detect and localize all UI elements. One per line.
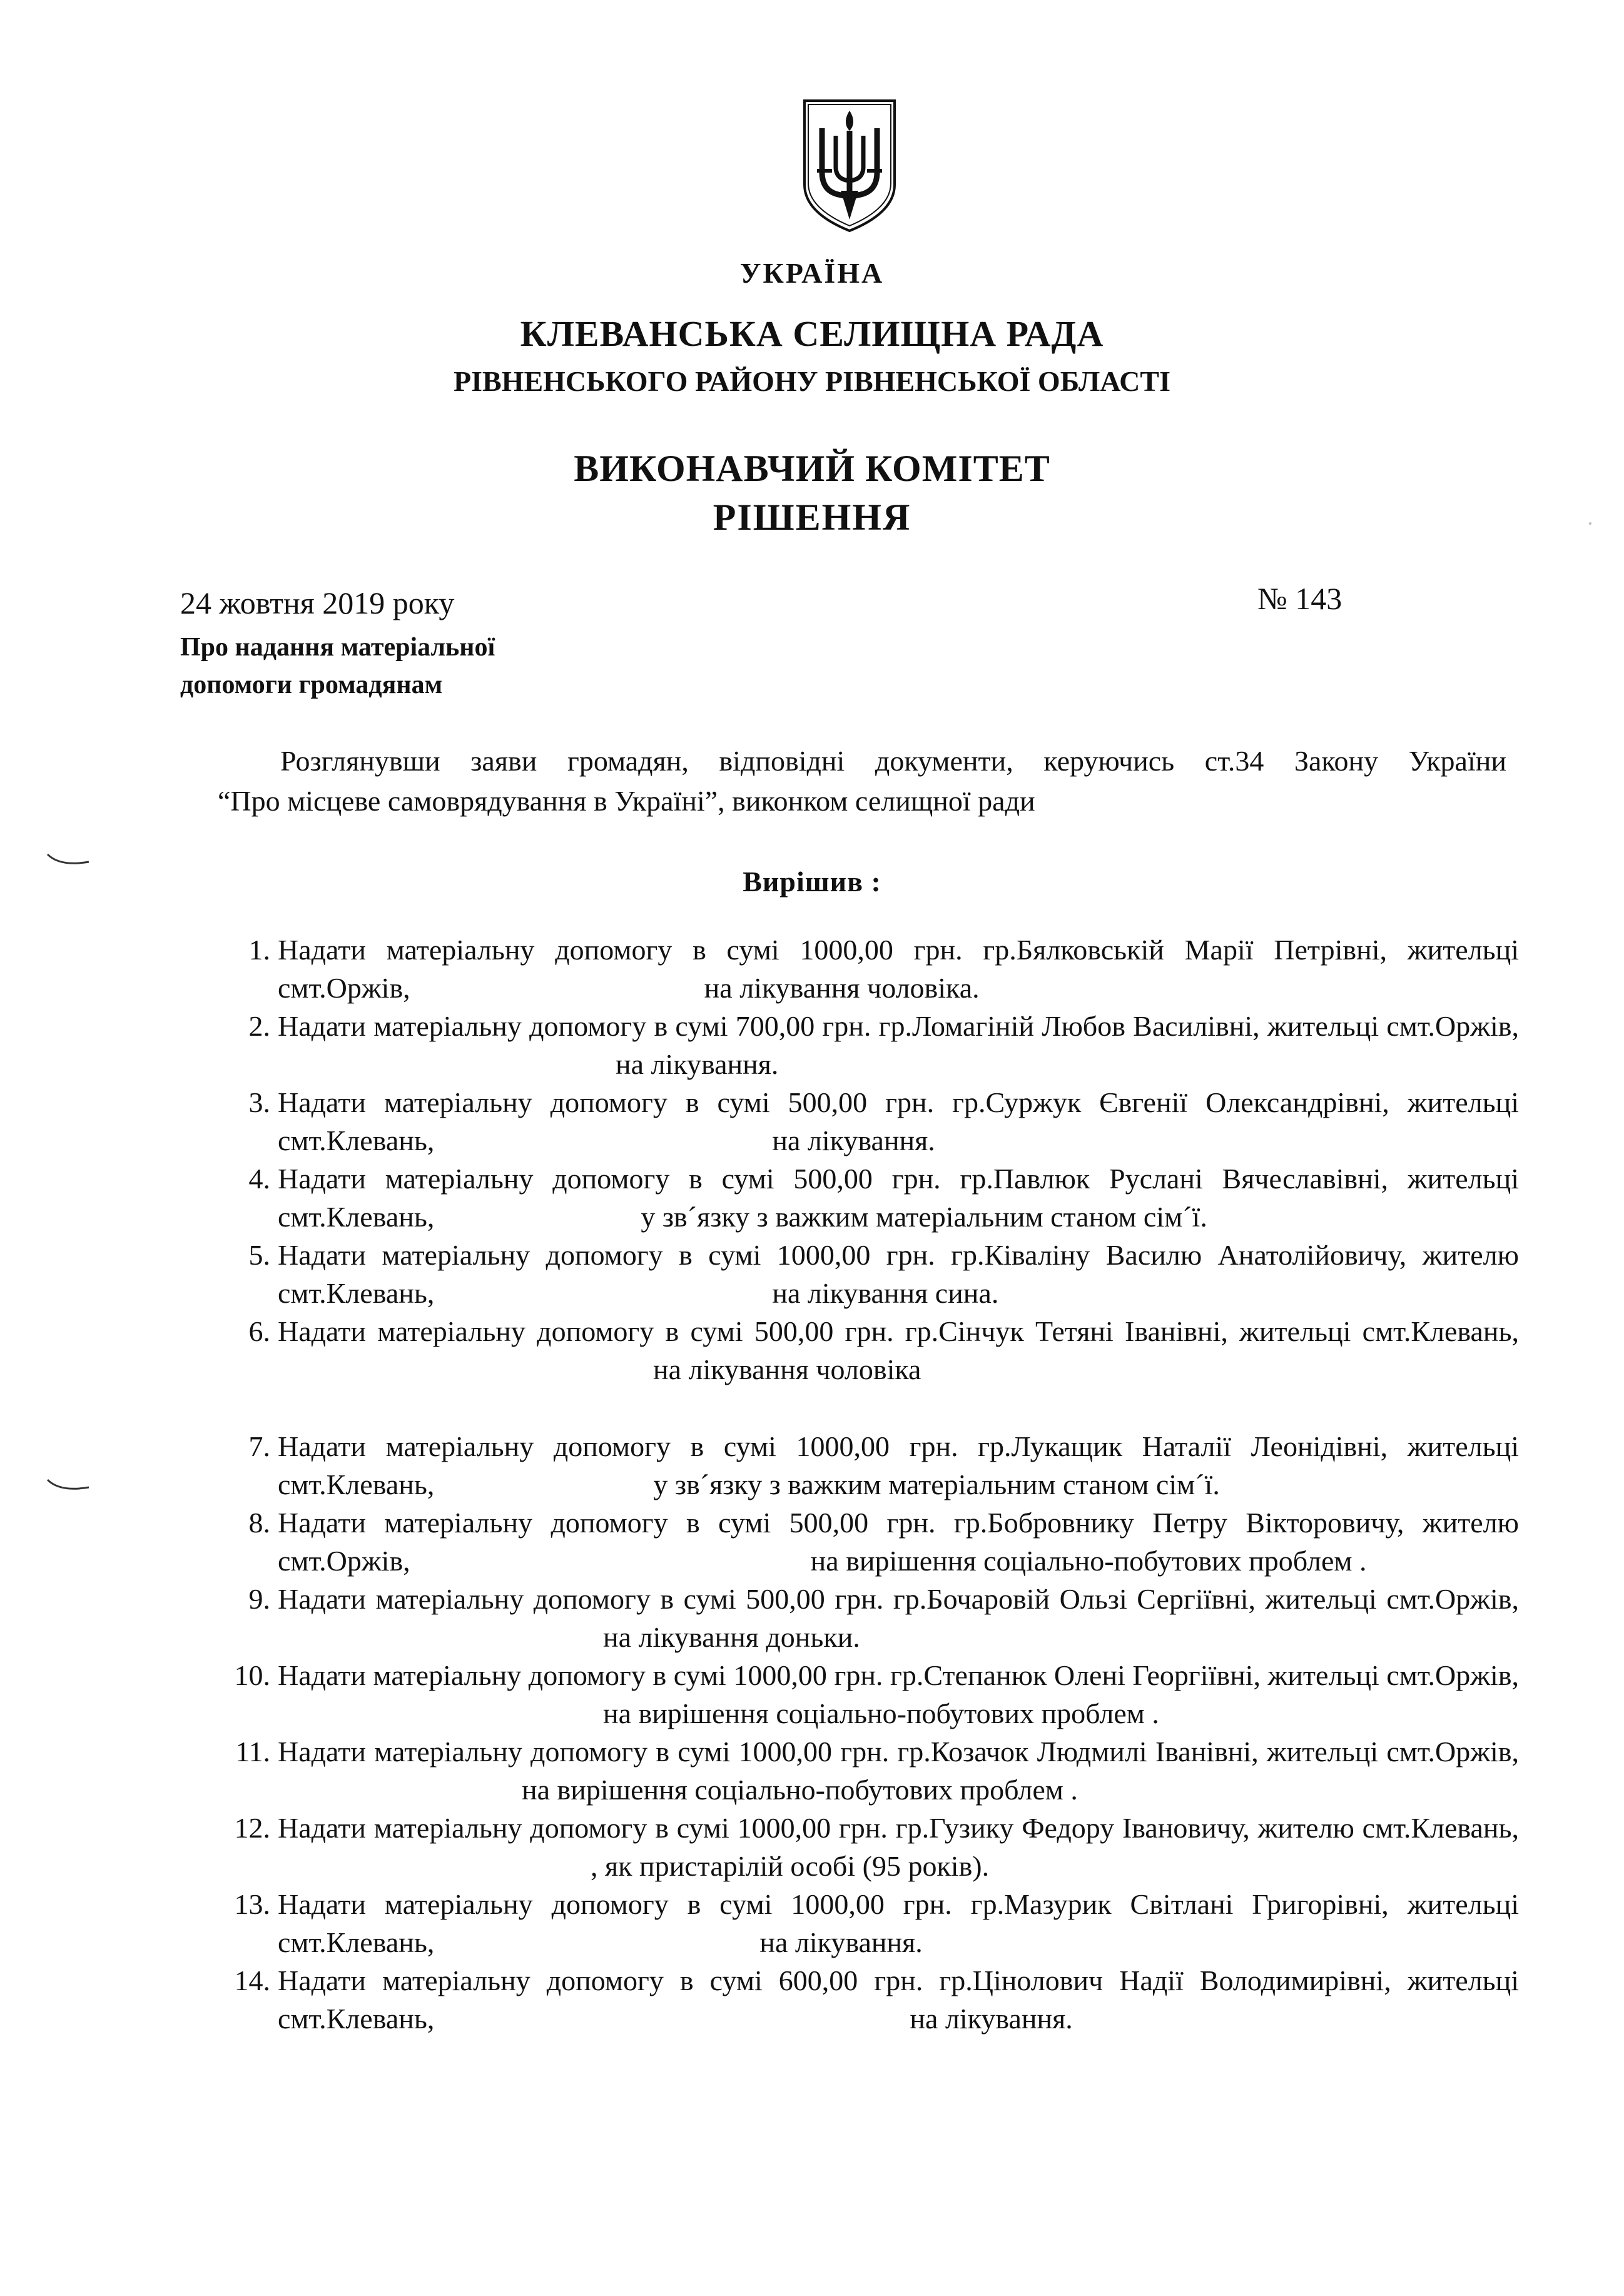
punch-hole-mark [45, 851, 95, 869]
list-item [218, 1961, 1519, 2038]
decision-items-list [218, 931, 1519, 2038]
list-item [218, 1656, 1519, 1732]
item-number: 14. [234, 1965, 270, 1996]
list-item [218, 1007, 1519, 1083]
item-purpose: на вирішення соціально-побутових проблем . [603, 1697, 1159, 1729]
list-item [218, 1236, 1519, 1312]
item-purpose: у зв´язку з важким матеріальним станом сім´ї. [653, 1469, 1220, 1500]
item-text: Надати матеріальну допомогу в сумі 600,00 грн. гр.Цінолович Надії Володимирівні, жительці смт.Клевань, [278, 1965, 1519, 2035]
list-item [218, 1160, 1519, 1236]
item-text: Надати матеріальну допомогу в сумі 500,00 грн. гр.Павлюк Руслані Вячеславівні, жительці смт.Клевань, [278, 1163, 1519, 1233]
preamble-line: Розглянувши заяви громадян, відповідні документи, керуючись ст.34 Закону України [280, 745, 1506, 777]
item-text: Надати матеріальну допомогу в сумі 1000,00 грн. гр.Мазурик Світлані Григорівні, жительці смт.Клевань, [278, 1888, 1519, 1958]
item-number: 13. [234, 1888, 270, 1920]
scan-speck [1589, 522, 1591, 525]
subject-line: Про надання матеріальної [180, 633, 495, 662]
list-item [218, 1580, 1519, 1656]
list-item [218, 1427, 1519, 1504]
item-text: Надати матеріальну допомогу в сумі 1000,00 грн. гр.Степанюк Олені Георгіївні, жительці смт.Оржів, [278, 1659, 1519, 1691]
item-text: Надати матеріальну допомогу в сумі 1000,00 грн. гр.Гузику Федору Івановичу, жителю смт.Клевань, [278, 1812, 1519, 1844]
item-purpose: на лікування сина. [772, 1277, 999, 1309]
item-text: Надати матеріальну допомогу в сумі 1000,00 грн. гр.Бялковській Марії Петрівні, жительці смт.Оржів, [278, 934, 1519, 1004]
item-number: 6. [248, 1315, 270, 1347]
trident-coat-of-arms-icon [799, 97, 900, 235]
item-number: 5. [248, 1239, 270, 1271]
preamble-paragraph [218, 741, 1506, 821]
document-type-heading: РІШЕННЯ [713, 497, 911, 538]
item-number: 3. [248, 1086, 270, 1118]
council-heading: КЛЕВАНСЬКА СЕЛИЩНА РАДА [520, 313, 1104, 354]
item-purpose: на лікування чоловіка. [704, 972, 980, 1004]
district-heading: РІВНЕНСЬКОГО РАЙОНУ РІВНЕНСЬКОЇ ОБЛАСТІ [454, 365, 1170, 397]
resolved-heading: Вирішив : [743, 866, 881, 898]
list-item [218, 1504, 1519, 1580]
item-purpose: на лікування чоловіка [653, 1353, 921, 1385]
item-purpose: у зв´язку з важким матеріальним станом сім´ї. [641, 1201, 1207, 1233]
list-item [218, 1732, 1519, 1809]
item-text: Надати матеріальну допомогу в сумі 500,00 грн. гр.Бочаровій Ользі Сергіївні, жительці смт.Оржів, [278, 1583, 1519, 1615]
item-text: Надати матеріальну допомогу в сумі 1000,00 грн. гр.Козачок Людмилі Іванівні, жительці смт.Оржів, [278, 1736, 1519, 1768]
punch-hole-mark [45, 1476, 95, 1495]
item-number: 12. [234, 1812, 270, 1844]
preamble-line: “Про місцеве самоврядування в Україні”, виконком селищної ради [218, 785, 1035, 817]
item-purpose: на вирішення соціально-побутових проблем . [810, 1545, 1367, 1577]
list-item [218, 1083, 1519, 1160]
item-text: Надати матеріальну допомогу в сумі 500,00 грн. гр.Суржук Євгенії Олександрівні, жительці смт.Клевань, [278, 1086, 1519, 1156]
decision-number: № 143 [1257, 581, 1342, 616]
item-purpose: на лікування. [759, 1926, 923, 1958]
item-purpose: на лікування. [910, 2003, 1073, 2035]
item-purpose: на лікування доньки. [603, 1621, 860, 1653]
item-number: 7. [248, 1430, 270, 1462]
list-item [218, 1809, 1519, 1885]
item-text: Надати матеріальну допомогу в сумі 500,00 грн. гр.Бобровнику Петру Вікторовичу, жителю смт.Оржів, [278, 1507, 1519, 1577]
item-text: Надати матеріальну допомогу в сумі 700,00 грн. гр.Ломагіній Любов Василівні, жительці смт.Оржів, [278, 1010, 1519, 1042]
decision-subject [180, 629, 495, 704]
item-purpose: на лікування. [772, 1125, 935, 1156]
list-item [218, 1312, 1519, 1388]
item-text: Надати матеріальну допомогу в сумі 1000,00 грн. гр.Лукащик Наталії Леонідівні, жительці смт.Клевань, [278, 1430, 1519, 1500]
item-text: Надати матеріальну допомогу в сумі 500,00 грн. гр.Сінчук Тетяні Іванівні, жительці смт.Клевань, [278, 1315, 1519, 1347]
decision-date: 24 жовтня 2019 року [180, 585, 455, 620]
spacer [218, 1388, 1519, 1427]
item-number: 1. [248, 934, 270, 966]
item-number: 4. [248, 1163, 270, 1195]
list-item [218, 1885, 1519, 1961]
item-number: 8. [248, 1507, 270, 1539]
item-number: 11. [235, 1736, 270, 1768]
committee-heading: ВИКОНАВЧИЙ КОМІТЕТ [574, 448, 1050, 489]
item-purpose: , як пристарілій особі (95 років). [591, 1850, 990, 1882]
country-heading: УКРАЇНА [739, 257, 885, 289]
item-number: 2. [248, 1010, 270, 1042]
item-number: 10. [234, 1659, 270, 1691]
item-purpose: на лікування. [616, 1048, 779, 1080]
item-text: Надати матеріальну допомогу в сумі 1000,00 грн. гр.Ківаліну Василю Анатолійовичу, жителю смт.Клевань, [278, 1239, 1519, 1309]
subject-line: допомоги громадянам [180, 670, 443, 699]
list-item [218, 931, 1519, 1007]
item-purpose: на вирішення соціально-побутових проблем . [522, 1774, 1078, 1806]
item-number: 9. [248, 1583, 270, 1615]
